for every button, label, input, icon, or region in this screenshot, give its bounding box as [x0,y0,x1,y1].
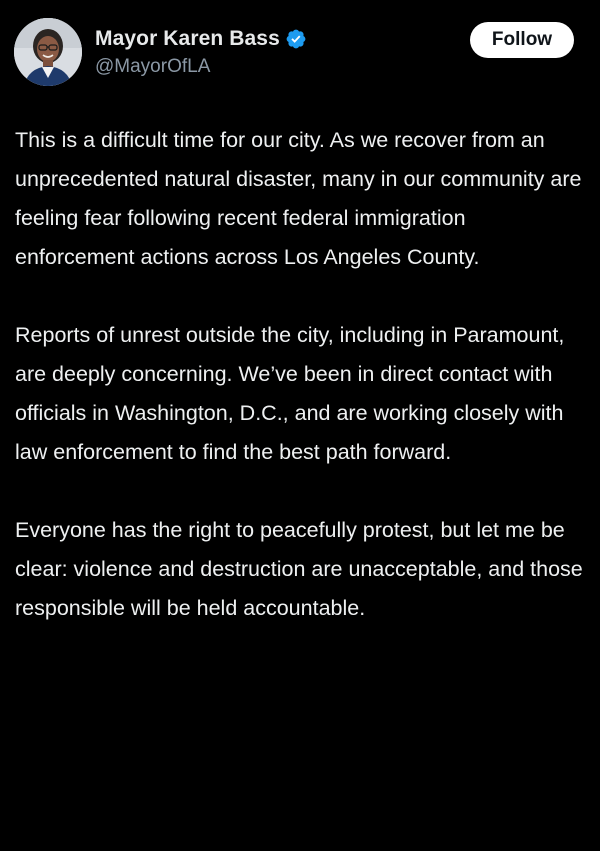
tweet-text [15,121,590,628]
tweet-paragraph: Reports of unrest outside the city, including in Paramount, are deeply concerning. We’ve been in direct contact with officials in Washington, D.C., and are working closely with law enforcement to find the best path forward. [15,323,565,464]
tweet-paragraph: Everyone has the right to peacefully protest, but let me be clear: violence and destruction are unacceptable, and those responsible will be held accountable. [15,518,583,620]
follow-button[interactable]: Follow [470,22,574,58]
author-handle[interactable]: @MayorOfLA [95,56,211,77]
tweet-paragraph: This is a difficult time for our city. As we recover from an unprecedented natural disaster, many in our community are feeling fear following recent federal immigration enforcement actions across Los Angeles County. [15,128,582,269]
verified-badge-icon [285,28,307,50]
profile-photo-avatar [14,18,82,86]
author-display-name[interactable]: Mayor Karen Bass [95,27,280,50]
tweet-header [0,0,600,100]
avatar[interactable] [14,18,82,86]
author-name-row [95,27,307,51]
